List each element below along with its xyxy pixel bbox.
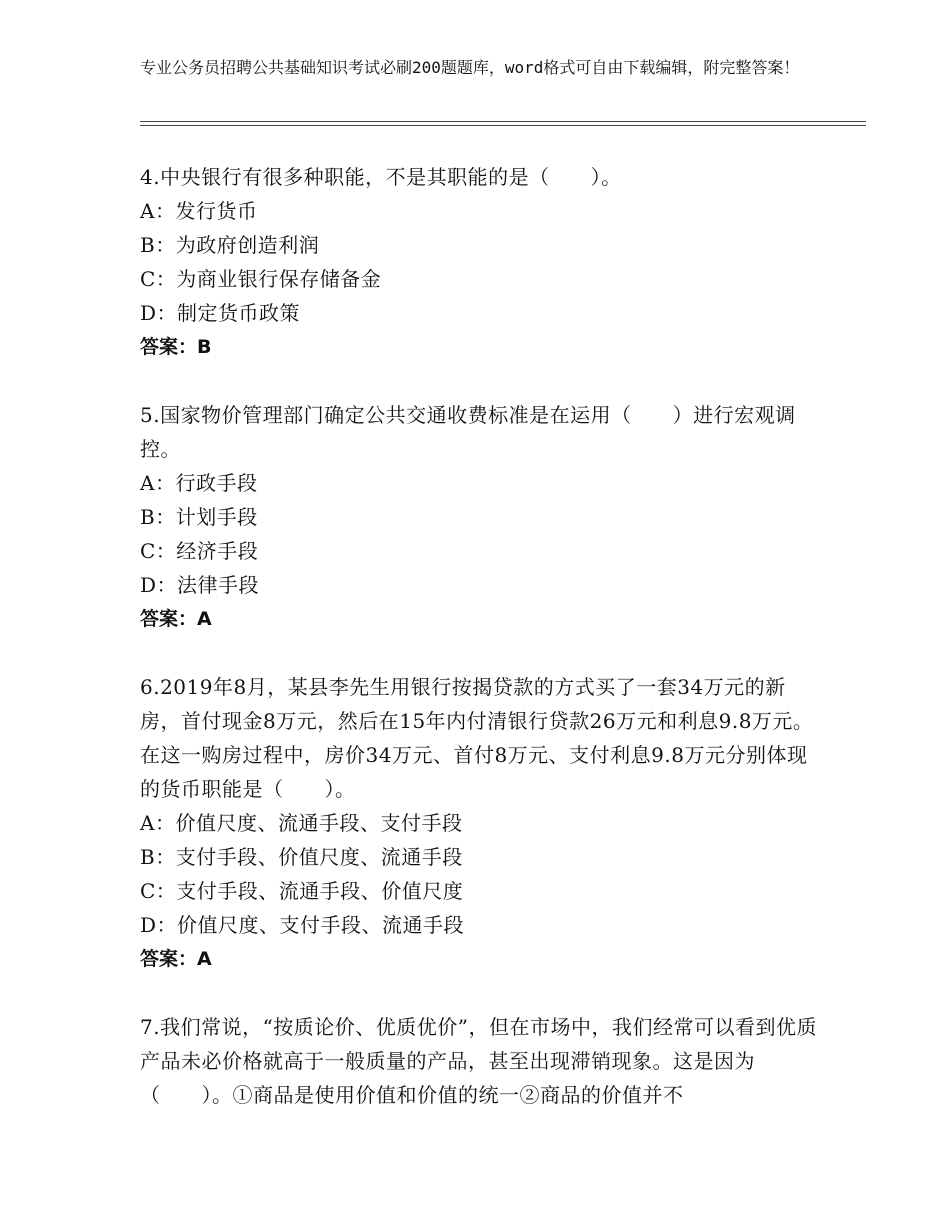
option-c: C：支付手段、流通手段、价值尺度 xyxy=(140,879,464,903)
option-a: A：行政手段 xyxy=(140,471,258,495)
question-7 xyxy=(140,1010,820,1112)
question-list xyxy=(140,160,820,1146)
question-5 xyxy=(140,398,820,636)
option-a: A：发行货币 xyxy=(140,199,258,223)
option-c: C：为商业银行保存储备金 xyxy=(140,267,382,291)
answer-label: 答案：B xyxy=(140,336,212,358)
answer-label: 答案：A xyxy=(140,948,212,970)
option-d: D：价值尺度、支付手段、流通手段 xyxy=(140,913,465,937)
header-rule-bottom xyxy=(140,125,866,126)
option-d: D：制定货币政策 xyxy=(140,301,301,325)
option-a: A：价值尺度、流通手段、支付手段 xyxy=(140,811,463,835)
question-text: 7.我们常说，“按质论价、优质优价”，但在市场中，我们经常可以看到优质产品未必价格就高于一般质量的产品，甚至出现滞销现象。这是因为（ ）。①商品是使用价值和价值的统一②商品的价值并不 xyxy=(140,1015,818,1107)
option-d: D：法律手段 xyxy=(140,573,260,597)
question-text: 5.国家物价管理部门确定公共交通收费标准是在运用（ ）进行宏观调控。 xyxy=(140,403,796,461)
question-6 xyxy=(140,670,820,976)
question-text: 4.中央银行有很多种职能，不是其职能的是（ ）。 xyxy=(140,165,622,189)
question-4 xyxy=(140,160,820,364)
header-rule-top xyxy=(140,121,866,122)
option-b: B：计划手段 xyxy=(140,505,258,529)
answer-label: 答案：A xyxy=(140,608,212,630)
option-b: B：为政府创造利润 xyxy=(140,233,320,257)
question-text: 6.2019年8月，某县李先生用银行按揭贷款的方式买了一套34万元的新房，首付现金8万元，然后在15年内付清银行贷款26万元和利息9.8万元。在这一购房过程中，房价34万元、首付8万元、支付利息9.8万元分别体现的货币职能是（ ）。 xyxy=(140,675,814,801)
document-header: 专业公务员招聘公共基础知识考试必刷200题题库，word格式可自由下载编辑，附完整答案！ xyxy=(140,58,800,77)
option-b: B：支付手段、价值尺度、流通手段 xyxy=(140,845,463,869)
option-c: C：经济手段 xyxy=(140,539,259,563)
